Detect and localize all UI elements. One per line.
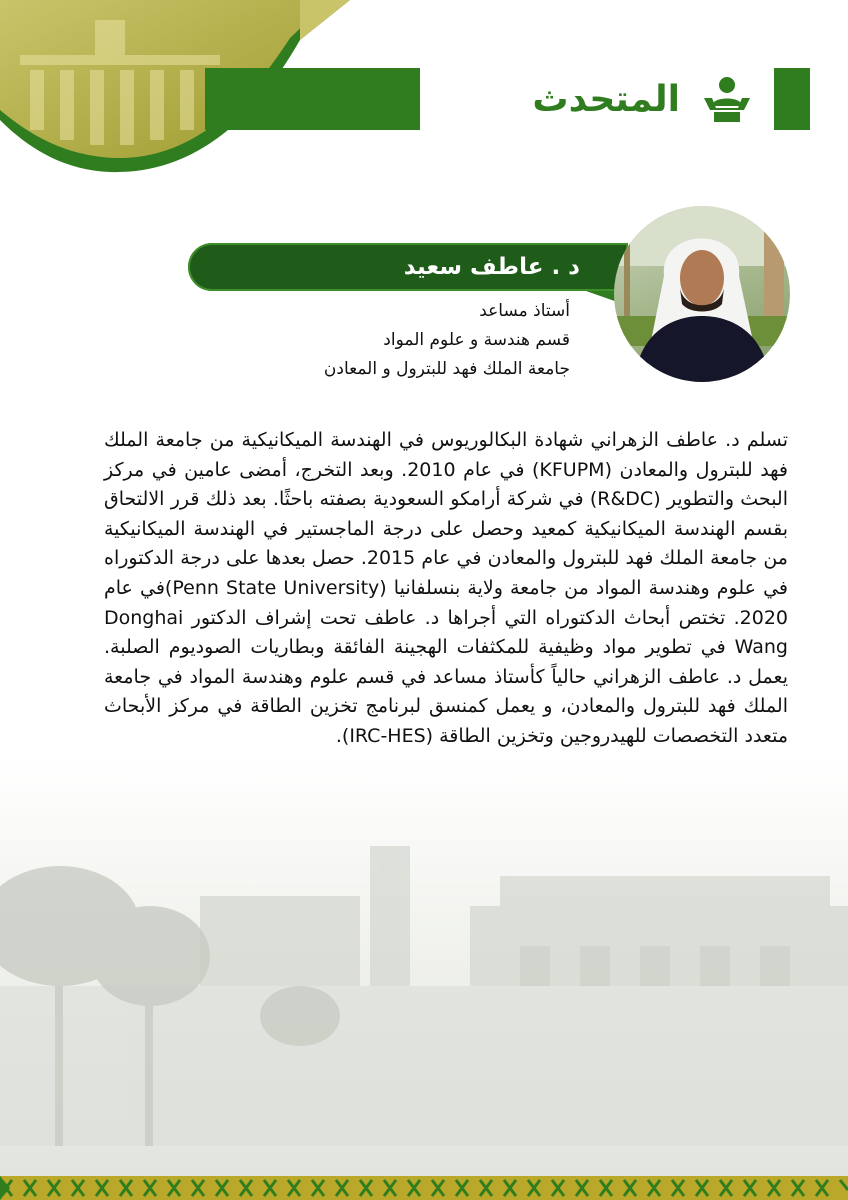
speaker-titles <box>324 297 570 384</box>
speaker-at-podium-icon <box>702 76 752 122</box>
background-campus-image <box>0 756 848 1176</box>
speaker-biography: تسلم د. عاطف الزهراني شهادة البكالوريوس في الهندسة الميكانيكية من جامعة الملك فهد للبترول والمعادن (KFUPM) في عام 2010. وبعد التخرج، أمضى عامين في مركز البحث والتطوير (R&DC) في شركة أرامكو السعودية بصفته باحثًا. بعد ذلك قرر الالتحاق بقسم الهندسة الميكانيكية كمعيد وحصل على درجة الماجستير في الهندسة الميكانيكية من جامعة الملك فهد للبترول والمعادن في عام 2015. حصل بعدها على درجة الدكتوراه في علوم وهندسة المواد من جامعة ولاية بنسلفانيا (Penn State University)في عام 2020. تختص أبحاث الدكتوراه التي أجراها د. عاطف تحت إشراف الدكتور Donghai Wang في تطوير مواد وظيفية للمكثفات الهجينة الفائقة وبطاريات الصوديوم الصلبة. يعمل د. عاطف الزهراني حالياً كأستاذ مساعد في قسم علوم وهندسة المواد في جامعة الملك فهد للبترول والمعادن، و يعمل كمنسق لبرنامج تخزين الطاقة في مركز الأبحاث متعدد التخصصات للهيدروجين وتخزين الطاقة (IRC-HES). <box>104 429 789 747</box>
speaker-name: د . عاطف سعيد <box>403 254 580 280</box>
speaker-photo <box>614 206 790 382</box>
bottom-pattern-strip <box>0 1176 848 1200</box>
section-title: المتحدث <box>532 78 680 120</box>
speaker-university: جامعة الملك فهد للبترول و المعادن <box>323 359 570 379</box>
speaker-department: قسم هندسة و علوم المواد <box>383 330 570 350</box>
title-accent-bar <box>774 68 810 130</box>
title-band <box>205 68 420 130</box>
speaker-position: أستاذ مساعد <box>479 301 570 321</box>
speaker-name-banner <box>188 243 628 291</box>
section-header <box>532 68 810 130</box>
